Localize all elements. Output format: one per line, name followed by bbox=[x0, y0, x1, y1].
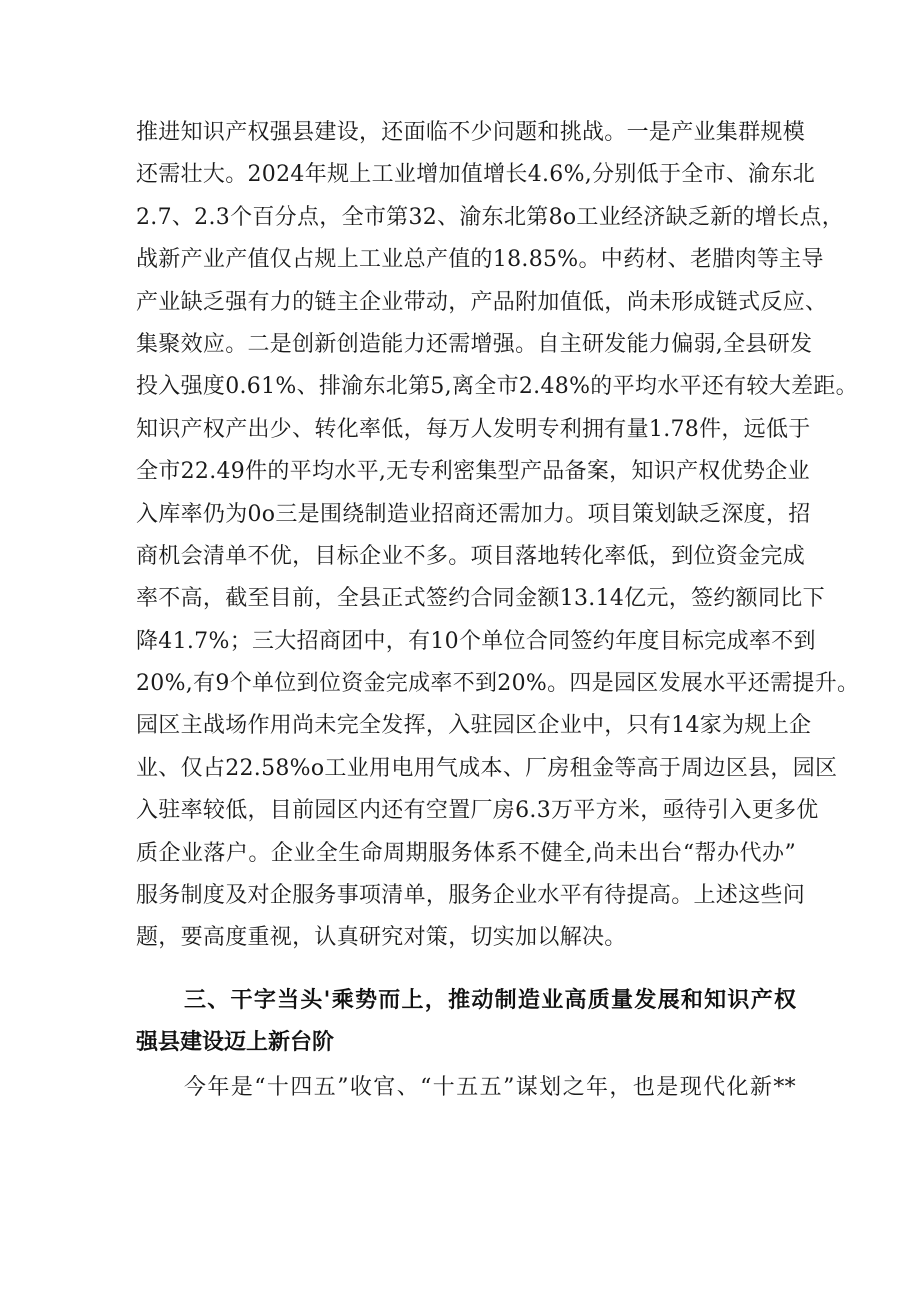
body-line: 产业缺乏强有力的链主企业带动，产品附加值低，尚未形成链式反应、 bbox=[136, 289, 828, 315]
body-paragraph bbox=[136, 112, 860, 960]
body-line: 全市22.49件的平均水平,无专利密集型产品备案，知识产权优势企业 bbox=[136, 459, 810, 485]
body-line: 还需壮大。2024年规上工业增加值增长4.6%,分别低于全市、渝东北 bbox=[136, 162, 816, 188]
body-line: 率不高，截至目前，全县正式签约合同金额13.14亿元，签约额同比下 bbox=[136, 586, 825, 612]
body-line: 集聚效应。二是创新创造能力还需增强。自主研发能力偏弱,全县研发 bbox=[136, 331, 813, 357]
body-line: 商机会清单不优，目标企业不多。项目落地转化率低，到位资金完成 bbox=[136, 543, 806, 569]
body-line: 今年是“十四五”收官、“十五五”谋划之年，也是现代化新** bbox=[184, 1075, 796, 1100]
body-line: 战新产业产值仅占规上工业总产值的18.85%。中药材、老腊肉等主导 bbox=[136, 247, 824, 273]
body-line: 质企业落户。企业全生命周期服务体系不健全,尚未出台“帮办代办” bbox=[136, 840, 796, 866]
body-line: 题，要高度重视，认真研究对策，切实加以解决。 bbox=[136, 925, 627, 951]
body-line: 入驻率较低，目前园区内还有空置厂房6.3万平方米，亟待引入更多优 bbox=[136, 798, 819, 824]
body-line: 推进知识产权强县建设，还面临不少问题和挑战。一是产业集群规模 bbox=[136, 120, 806, 145]
body-line: 降41.7%；三大招商团中，有10个单位合同签约年度目标完成率不到 bbox=[136, 628, 816, 654]
body-line: 入库率仍为0o三是围绕制造业招商还需加力。项目策划缺乏深度，招 bbox=[136, 501, 811, 527]
body-line: 投入强度0.61%、排渝东北第5,离全市2.48%的平均水平还有较大差距。 bbox=[136, 374, 858, 400]
section-heading bbox=[136, 980, 796, 1064]
body-line: 园区主战场作用尚未完全发挥，入驻园区企业中，只有14家为规上企 bbox=[136, 713, 812, 739]
body-line: 业、仅占22.58%o工业用电用气成本、厂房租金等高于周边区县，园区 bbox=[136, 755, 838, 781]
next-paragraph bbox=[136, 1067, 796, 1109]
section-heading-line: 三、干字当头'乘势而上，推动制造业高质量发展和知识产权 bbox=[184, 988, 796, 1013]
body-line: 服务制度及对企服务事项清单，服务企业水平有待提高。上述这些问 bbox=[136, 883, 806, 909]
body-line: 2.7、2.3个百分点，全市第32、渝东北第8o工业经济缺乏新的增长点， bbox=[136, 204, 845, 230]
body-line: 20%,有9个单位到位资金完成率不到20%。四是园区发展水平还需提升。 bbox=[136, 671, 860, 697]
body-line: 知识产权产出少、转化率低，每万人发明专利拥有量1.78件，远低于 bbox=[136, 416, 811, 442]
section-heading-line: 强县建设迈上新台阶 bbox=[136, 1030, 335, 1055]
